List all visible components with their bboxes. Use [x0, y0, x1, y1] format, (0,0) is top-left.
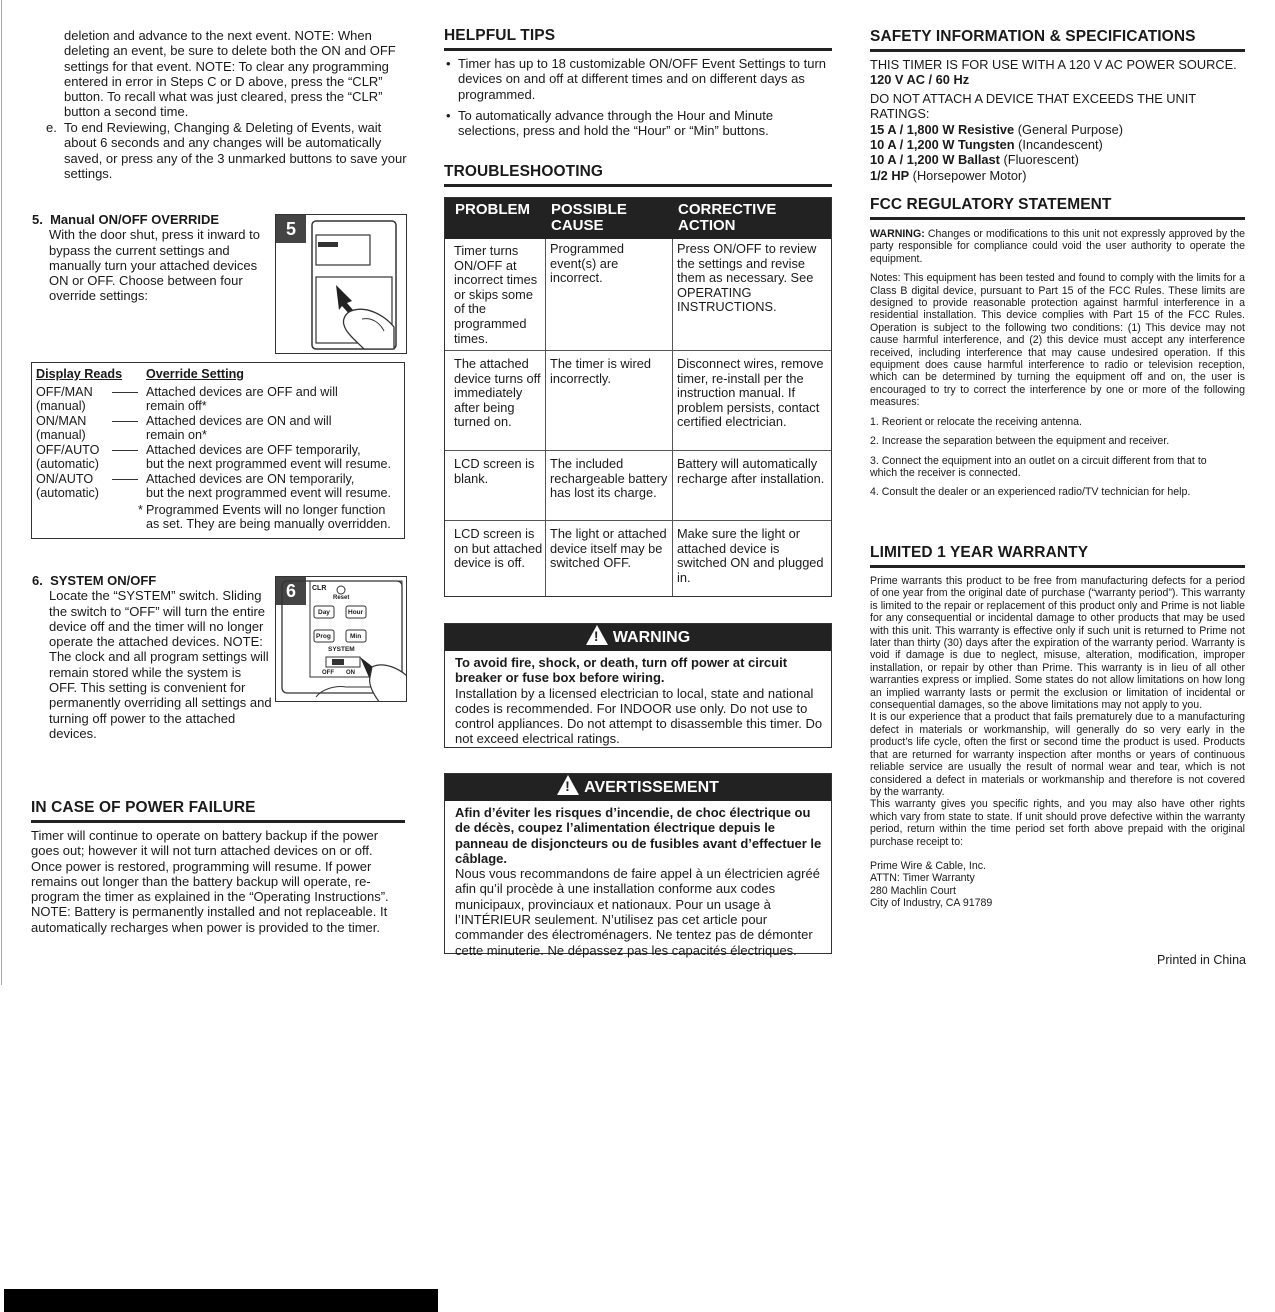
safety-line-1: THIS TIMER IS FOR USE WITH A 120 V AC POWER SOURCE. [870, 57, 1237, 72]
fcc-measure: 4. Consult the dealer or an experienced radio/TV technician for help. [870, 486, 1191, 499]
troubleshooting-heading: TROUBLESHOOTING [444, 163, 832, 187]
warning-triangle-icon: ! [586, 625, 608, 645]
warning-triangle-icon: ! [557, 775, 579, 795]
action-cell: Disconnect wires, remove timer, re-install per the instruction manual. If problem persists, contact certified electrician. [677, 356, 824, 430]
section-6-number: 6. [32, 573, 43, 588]
step-e-text: To end Reviewing, Changing & Deleting of Events, wait about 6 seconds and any changes will be automatically saved, or press any of the 3 unmarked buttons to save your settings. [64, 120, 407, 181]
warning-body [445, 651, 831, 751]
step-e [46, 120, 409, 181]
action-cell: Battery will automatically recharge after installation. [677, 456, 825, 486]
step-e-marker: e. [46, 120, 57, 135]
section-5 [32, 212, 267, 304]
on-label: ON [346, 670, 355, 676]
header-override-setting: Override Setting [146, 367, 244, 381]
warranty-section [870, 544, 1245, 910]
warranty-para-3: This warranty gives you specific rights, and you may also have other rights which vary from state to state. If unit should prove defective within the warranty period, return within the time period set forth above prepaid with the original purchase receipt to: [870, 798, 1245, 848]
warning-title-bar [445, 624, 831, 651]
safety-section [870, 28, 1245, 183]
header-display-reads: Display Reads [36, 367, 123, 381]
section-5-text: With the door shut, press it inward to bypass the current settings and manually turn your attached devices ON or OFF. Choose between four override settings: [49, 227, 260, 304]
power-failure-section [31, 799, 405, 935]
cause-cell: The timer is wired incorrectly. [550, 356, 651, 386]
tip-item: • Timer has up to 18 customizable ON/OFF Event Settings to turn devices on and off at different times and on different days as programmed. [444, 56, 832, 102]
tip-text: Timer has up to 18 customizable ON/OFF Event Settings to turn devices on and off at different times and on different days as programmed. [458, 56, 827, 102]
warranty-heading: LIMITED 1 YEAR WARRANTY [870, 544, 1245, 568]
override-settings-table [31, 362, 405, 539]
override-setting-cell: Attached devices are OFF and will remain off* [146, 385, 338, 414]
section-6-text: Locate the “SYSTEM” switch. Sliding the switch to “OFF” will turn the entire device off and the timer will no longer operate the attached devices. NOTE: The clock and all program settings will remain stored while the system is OFF. This setting is convenient for permanently overriding all settings and turning off power to the attached devices. [49, 588, 272, 741]
problem-cell: The attached device turns off immediately after being turned on. [454, 356, 541, 430]
fcc-measure: 3. Connect the equipment into an outlet on a circuit different from that to which the receiver is connected. [870, 454, 1207, 479]
action-cell: Press ON/OFF to review the settings and revise them as necessary. See OPERATING INSTRUCTIONS. [677, 241, 817, 315]
header-possible-cause: POSSIBLE CAUSE [551, 201, 627, 234]
row-divider [445, 350, 831, 351]
leader-line [112, 450, 138, 451]
problem-cell: Timer turns ON/OFF at incorrect times or skips some of the programmed times. [454, 243, 538, 346]
warranty-para-2: It is our experience that a product that fails prematurely due to a manufacturing defect in materials or workmanship, will generally do so very early in the product’s life cycle, often the first or second time the product is used. Products that are returned for warranty inspection after months or years of continuous reliable service are usually the result of normal wear and tear, which is not considered a defect in materials or workmanship and therefore is not covered by the warranty. [870, 711, 1245, 798]
address-line: City of Industry, CA 91789 [870, 897, 993, 910]
cause-cell: The included rechargeable battery has lost its charge. [550, 456, 668, 501]
min-button-label: Min [350, 633, 362, 640]
safety-line-3: DO NOT ATTACH A DEVICE THAT EXCEEDS THE UNIT RATINGS: [870, 90, 1196, 122]
header-corrective-action: CORRECTIVE ACTION [678, 201, 777, 234]
continued-paragraph: deletion and advance to the next event. NOTE: When deleting an event, be sure to delete both the ON and OFF settings for that event. NOTE: To clear any programming entered in error in Steps C or D above, press the “CLR” button. To recall what was just cleared, press the “CLR” button a second time. [64, 28, 396, 120]
section-6 [32, 573, 272, 741]
action-cell: Make sure the light or attached device is switched ON and plugged in. [677, 526, 824, 585]
section-5-title: Manual ON/OFF OVERRIDE [50, 212, 220, 227]
fcc-measure: 2. Increase the separation between the equipment and receiver. [870, 435, 1170, 448]
override-setting-cell: Attached devices are ON temporarily, but the next programmed event will resume. [146, 472, 391, 501]
warning-bold-text: To avoid fire, shock, or death, turn off power at circuit breaker or fuse box before wiring. [455, 655, 788, 686]
leader-line [112, 421, 138, 422]
leader-line [112, 479, 138, 480]
row-divider [445, 520, 831, 521]
rating-line: 1/2 HP (Horsepower Motor) [870, 167, 1027, 183]
prog-button-label: Prog [316, 633, 331, 640]
troubleshooting-header-row [445, 198, 831, 239]
problem-cell: LCD screen is on but attached device is off. [454, 526, 543, 571]
avertissement-title-bar [445, 774, 831, 801]
fcc-warning-text: Changes or modifications to this unit not expressly approved by the party responsible for compliance could void the user authority to operate the equipment. [870, 228, 1245, 265]
override-setting-cell: Attached devices are OFF temporarily, but the next programmed event will resume. [146, 443, 391, 472]
fcc-heading: FCC REGULATORY STATEMENT [870, 196, 1245, 220]
fcc-section [870, 196, 1245, 499]
override-footnote: Programmed Events will no longer function as set. They are being manually overridden. [146, 503, 391, 532]
clr-label: CLR [312, 585, 327, 592]
avertissement-body [445, 801, 831, 962]
warranty-para-1: Prime warrants this product to be free from manufacturing defects for a period of one year from the original date of purchase (“warranty period”). This warranty is limited to the repair or replacement of this product only and Prime is not liable for any consequential or incidental damage to other products that may be used with this unit. This warranty is effective only if such unit is returned to Prime not later than thirty (30) days after the expiration of the warranty period. Warranty is void if damage is due to neglect, misuse, alteration, modification, improper installation, or repair by other than Prime. This warranty is in lieu of all other warranties express or implied. Some states do not allow limitations on how long an implied warranty lasts or permit the exclusion or limitation of incidental or consequential damages, so the above limitations may not apply to you. [870, 575, 1245, 712]
cause-cell: Programmed event(s) are incorrect. [550, 241, 624, 286]
fcc-warning [870, 228, 1245, 265]
off-label: OFF [322, 670, 334, 676]
rating-line: 10 A / 1,200 W Ballast (Fluorescent) [870, 152, 1079, 168]
rating-line: 15 A / 1,800 W Resistive (General Purpose) [870, 121, 1123, 137]
row-divider [445, 450, 831, 451]
warning-text: Installation by a licensed electrician to local, state and national codes is recommended. For INDOOR use only. Do not use to control appliances. Do not attempt to disassemble this timer. Do not exceed electrical ratings. [455, 685, 823, 747]
power-failure-heading: IN CASE OF POWER FAILURE [31, 799, 405, 823]
timer-door-drawing [276, 215, 407, 354]
avertissement-text: Nous vous recommandons de faire appel à un électricien agréé afin qu’il procède à une installation conforme aux codes municipaux, provinciaux et nationaux. Pour un usage à l’INTÉRIEUR seulement. N’utilisez pas cet article pour commander des électroménagers. Ne tentez pas de démonter cette minuterie. Ne dépassez pas les capacités électriques. [455, 866, 820, 958]
warning-box [444, 623, 832, 748]
display-reads-cell: ON/AUTO (automatic) [36, 472, 99, 501]
reset-label: Reset [333, 595, 350, 601]
fcc-measure: 1. Reorient or relocate the receiving antenna. [870, 415, 1083, 428]
rating-line: 10 A / 1,200 W Tungsten (Incandescent) [870, 137, 1103, 153]
power-failure-text: Timer will continue to operate on battery backup if the power goes out; however it will not turn attached devices on or off. Once power is restored, programming will resume. If power remains out longer than the battery backup will operate, re-program the timer as explained in the “Operating Instructions”. NOTE: Battery is permanently installed and not replaceable. It automatically recharges when power is provided to the timer. [31, 828, 389, 935]
figure-5-override-illustration [275, 214, 407, 354]
header-problem: PROBLEM [455, 201, 530, 218]
hour-button-label: Hour [348, 609, 364, 616]
address-line: Prime Wire & Cable, Inc. [870, 859, 986, 872]
fcc-warning-label: WARNING: [870, 228, 925, 240]
footnote-mark: * [138, 503, 143, 517]
cause-cell: The light or attached device itself may be switched OFF. [550, 526, 667, 571]
avertissement-box [444, 773, 832, 958]
day-button-label: Day [318, 609, 330, 616]
safety-heading: SAFETY INFORMATION & SPECIFICATIONS [870, 28, 1245, 52]
leader-line [112, 392, 138, 393]
warning-title: WARNING [612, 629, 691, 646]
override-setting-cell: Attached devices are ON and will remain on* [146, 414, 332, 443]
address-line: 280 Machlin Court [870, 884, 956, 897]
tip-text: To automatically advance through the Hour and Minute selections, press and hold the “Hour” or “Min” buttons. [458, 107, 774, 139]
safety-line-2: 120 V AC / 60 Hz [870, 72, 970, 88]
figure-6-system-switch-illustration [275, 576, 407, 702]
address-line: ATTN: Timer Warranty [870, 872, 975, 885]
figure-6-badge: 6 [276, 577, 306, 605]
helpful-tips-section [444, 27, 832, 138]
system-switch-label: SYSTEM [328, 646, 355, 653]
printed-in-china: Printed in China [1157, 953, 1246, 967]
fcc-notes: Notes: This equipment has been tested and found to comply with the limits for a Class B digital device, pursuant to Part 15 of the FCC Rules. These limits are designed to provide reasonable protection against harmful interference in a residential installation. This device complies with Part 15 of the FCC Rules. Operation is subject to the following two conditions: (1) This device may not cause harmful interference, and (2) this device must accept any interference received, including interference that may cause undesired operation. If this equipment does cause harmful interference to radio or television reception, which can be determined by turning the equipment off and on, the user is encouraged to try to correct the interference by one or more of the following measures: [870, 272, 1245, 409]
troubleshooting-heading-wrap [444, 163, 832, 187]
avertissement-bold-text: Afin d’éviter les risques d’incendie, de choc électrique ou de décès, coupez l’alimentation électrique depuis le panneau de disjoncteurs ou de fusibles avant d’effectuer le câblage. [455, 805, 822, 866]
problem-cell: LCD screen is blank. [454, 456, 535, 486]
display-reads-cell: OFF/AUTO (automatic) [36, 443, 100, 472]
section-6-title: SYSTEM ON/OFF [50, 573, 157, 588]
page-edge-line [1, 0, 2, 985]
avertissement-title: AVERTISSEMENT [584, 779, 719, 796]
tip-item: • To automatically advance through the Hour and Minute selections, press and hold the “Hour” or “Min” buttons. [444, 108, 832, 139]
section-5-number: 5. [32, 212, 43, 227]
column-divider [672, 239, 673, 596]
figure-5-badge: 5 [276, 215, 306, 243]
display-reads-cell: OFF/MAN (manual) [36, 385, 93, 414]
display-reads-cell: ON/MAN (manual) [36, 414, 87, 443]
troubleshooting-table [444, 197, 832, 597]
helpful-tips-heading: HELPFUL TIPS [444, 27, 832, 51]
footer-bar [4, 1289, 438, 1312]
